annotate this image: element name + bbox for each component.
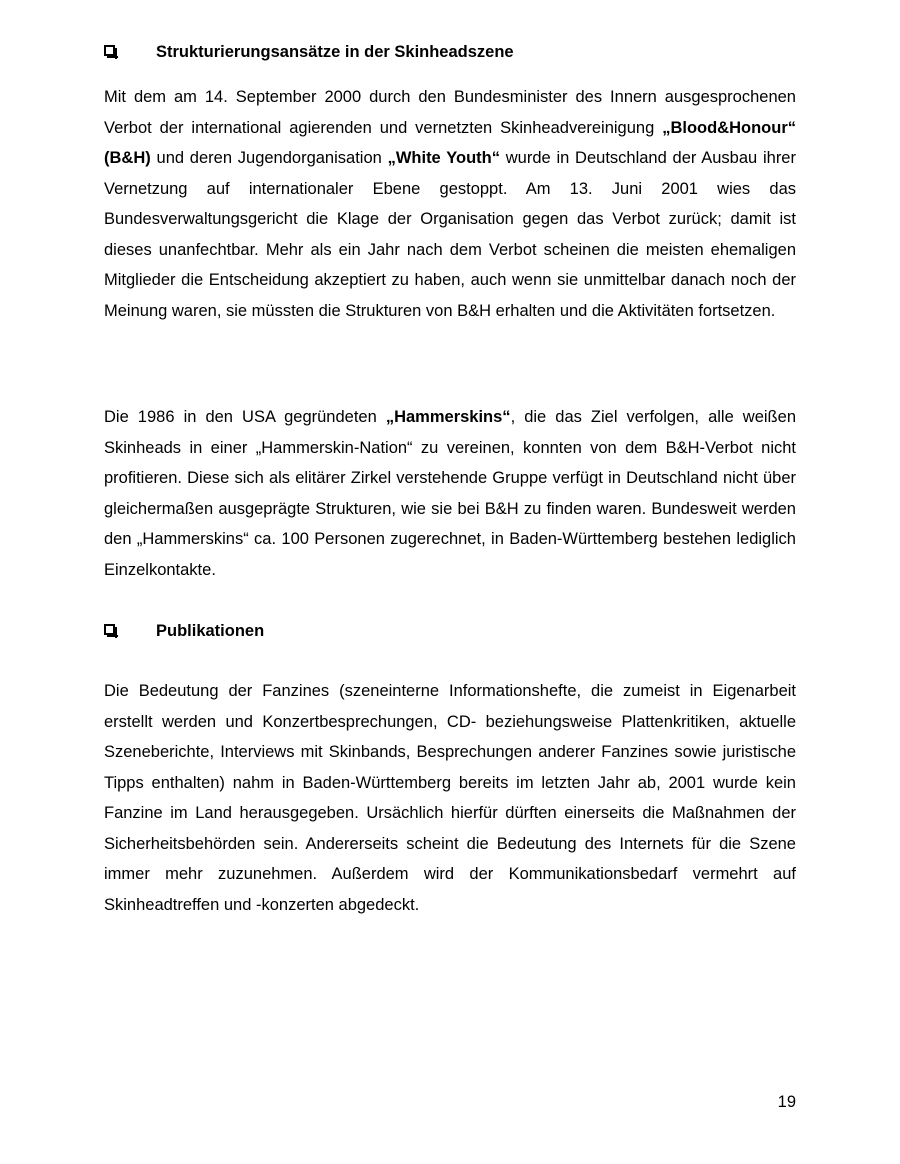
section-heading-publikationen (104, 619, 804, 643)
paragraph-hammerskins (104, 402, 796, 585)
section-heading-text: Publikationen (156, 622, 265, 640)
paragraph-text: , die das Ziel verfolgen, alle weißen Skinheads in einer „Hammerskin-Nation“ zu vereinen, konnten von dem B&H-Verbot nicht profitieren. Diese sich als elitärer Zirkel verstehende Gruppe verfügt in Deutschland nicht über gleichermaßen ausgeprägte Strukturen, wie sie bei B&H zu finden waren. Bundesweit werden den „Hammerskins“ ca. 100 Personen zugerechnet, in Baden-Württemberg bestehen lediglich Einzelkontakte. (104, 408, 796, 579)
bold-term-white-youth: „White Youth“ (387, 149, 500, 167)
paragraph-text: Mit dem am 14. September 2000 durch den Bundesminister des Innern ausgesprochenen Verbot der international agierenden und vernetzten Skinheadvereinigung (104, 88, 796, 137)
paragraph-text: wurde in Deutschland der Ausbau ihrer Vernetzung auf internationaler Ebene gestoppt. Am 13. Juni 2001 wies das Bundesverwaltungsgericht die Klage der Organisation gegen das Verbot zurück; damit ist dieses unanfechtbar. Mehr als ein Jahr nach dem Verbot scheinen die meisten ehemaligen Mitglieder die Entscheidung akzeptiert zu haben, auch wenn sie unmittelbar danach noch der Meinung waren, sie müssten die Strukturen von B&H erhalten und die Aktivitäten fortsetzen. (104, 149, 796, 320)
bold-term-blood-honour: „Blood&Honour“ (B&H) (104, 118, 796, 167)
paragraph-text: und deren Jugendorganisation (150, 149, 388, 167)
paragraph-fanzines: Die Bedeutung der Fanzines (szeneinterne Informationshefte, die zumeist in Eigenarbeit erstellt werden und Konzertbesprechungen, CD- beziehungsweise Plattenkritiken, aktuelle Szeneberichte, Interviews mit Skinbands, Besprechungen anderer Fanzines sowie juristische Tipps enthalten) nahm in Baden-Württemberg bereits im letzten Jahr ab, 2001 wurde kein Fanzine im Land herausgegeben. Ursächlich hierfür dürften einerseits die Maßnahmen der Sicherheitsbehörden sein. Andererseits scheint die Bedeutung des Internets für die Szene immer mehr zuzunehmen. Außerdem wird der Kommunikationsbedarf vermehrt auf Skinheadtreffen und -konzerten abgedeckt. (104, 682, 796, 914)
section-heading-strukturierung (104, 40, 804, 64)
page-number: 19 (777, 1093, 796, 1111)
checkbox-bullet-icon (104, 45, 115, 56)
paragraph-text: Die 1986 in den USA gegründeten (104, 408, 386, 426)
section-heading-text: Strukturierungsansätze in der Skinheadszene (156, 43, 514, 61)
checkbox-bullet-icon (104, 624, 115, 635)
paragraph-blood-honour (104, 82, 796, 326)
bold-term-hammerskins: „Hammerskins“ (385, 408, 511, 426)
